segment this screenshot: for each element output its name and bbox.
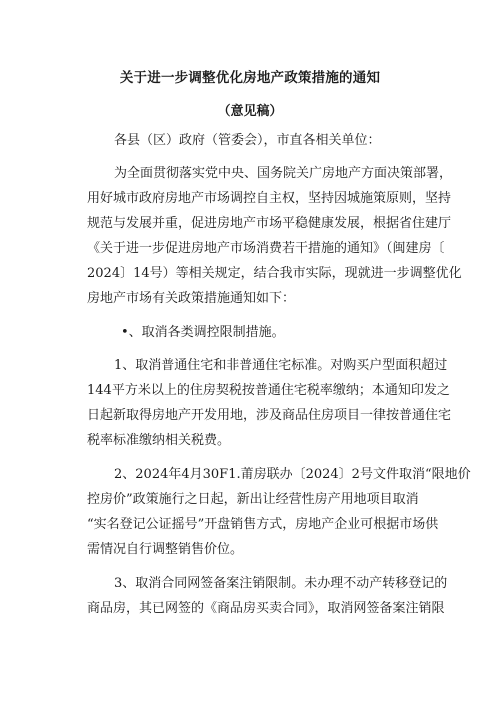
paragraph-line: 需情况自行调整销售价位。 bbox=[87, 542, 244, 557]
paragraph-line: 2、2024年4月30F1.莆房联办〔2024〕2号文件取消“限地价 bbox=[114, 467, 471, 482]
section-heading: •、取消各类调控限制措施。 bbox=[121, 325, 285, 340]
document-subtitle: （意见稿） bbox=[217, 104, 283, 119]
paragraph-line: 税率标准缴纳相关税费。 bbox=[87, 433, 231, 448]
paragraph-line: 《关于进一步促进房地产市场消费若干措施的通知》（闽建房〔 bbox=[87, 241, 445, 256]
paragraph-line: 用好城市政府房地产市场调控自主权，坚持因城施策原则，坚持 bbox=[87, 191, 452, 206]
paragraph-line: 144平方米以上的住房契税按普通住宅税率缴纳；本通知印发之 bbox=[87, 383, 450, 398]
paragraph-line: 日起新取得房地产开发用地，涉及商品住房项目一律按普通住宅 bbox=[87, 408, 452, 423]
paragraph-line: 控房价”政策施行之日起，新出让经营性房产用地项目取消 bbox=[87, 492, 419, 507]
paragraph-line: 3、取消合同网签备案注销限制。未办理不动产转移登记的 bbox=[114, 576, 448, 591]
salutation: 各县（区）政府（管委会），市直各相关单位： bbox=[114, 133, 381, 148]
paragraph-line: 2024〕14号）等相关规定，结合我市实际，现就进一步调整优化 bbox=[87, 266, 462, 281]
paragraph-line: “实名登记公证摇号”开盘销售方式，房地产企业可根据市场供 bbox=[87, 517, 439, 532]
paragraph-line: 房地产市场有关政策措施通知如下： bbox=[87, 291, 296, 306]
document-title: 关于进一步调整优化房地产政策措施的通知 bbox=[119, 70, 381, 86]
paragraph-line: 规范与发展并重，促进房地产市场平稳健康发展，根据省住建厅 bbox=[87, 216, 452, 231]
paragraph-line: 1、取消普通住宅和非普通住宅标准。对购买户型面积超过 bbox=[114, 358, 448, 373]
paragraph-line: 商品房，其已网签的《商品房买卖合同》，取消网签备案注销限 bbox=[87, 601, 445, 616]
paragraph-line: 为全面贯彻落实党中央、国务院关广房地产方面决策部署， bbox=[114, 166, 453, 181]
